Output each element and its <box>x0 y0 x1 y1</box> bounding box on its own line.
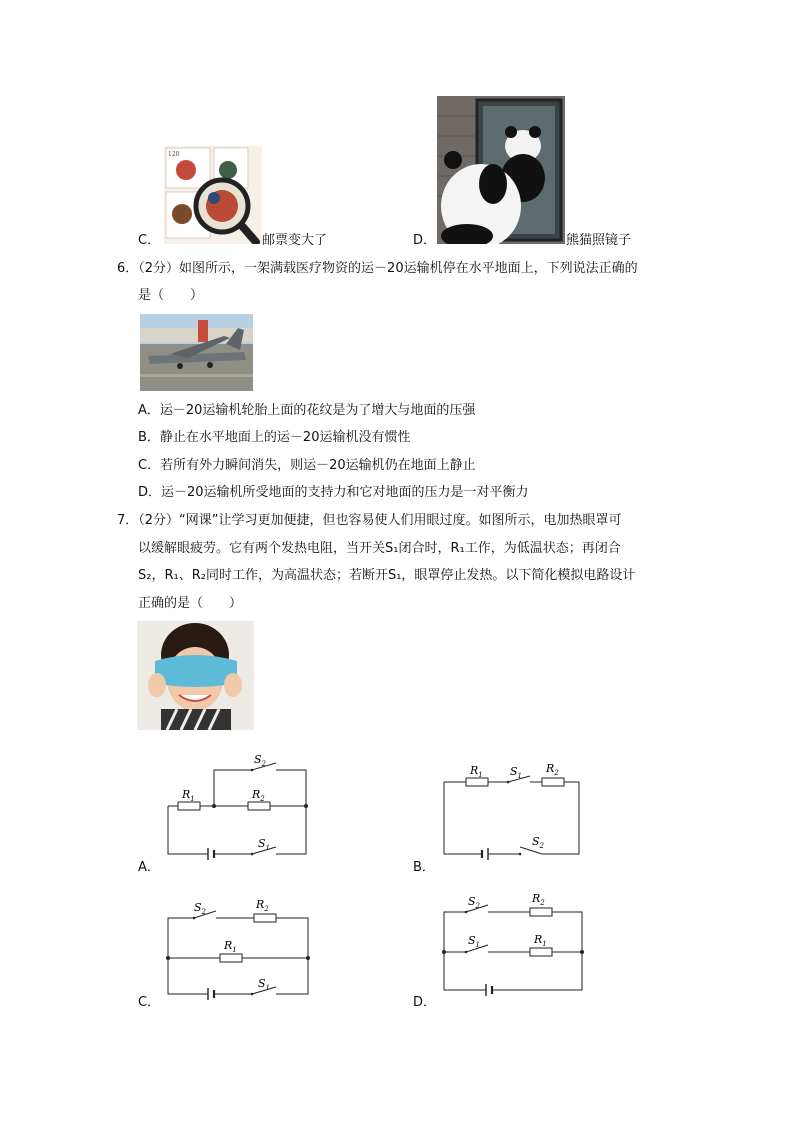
svg-text:R2: $R_2$ <box>256 898 269 913</box>
q7-stem-line1: 7．（2分）“网课”让学习更加便捷，但也容易使人们用眼过度。如图所示，电加热眼罩可 <box>117 513 622 528</box>
resistor-r1 <box>220 954 242 962</box>
resistor-r2 <box>248 802 270 810</box>
q7-option-b-letter[interactable]: B． <box>413 860 435 875</box>
svg-text:R2: $R_2$ <box>252 788 265 803</box>
resistor-r1 <box>530 948 552 956</box>
resistor-r1 <box>466 778 488 786</box>
resistor-r2 <box>530 908 552 916</box>
svg-text:S1: $S_1$ <box>510 765 523 780</box>
q5-option-d-letter[interactable]: D． <box>413 233 437 248</box>
q6-option-d[interactable]: D．运－20运输机所受地面的支持力和它对地面的压力是一对平衡力 <box>138 485 529 500</box>
circuit-a[interactable] <box>160 748 320 863</box>
resistor-r2 <box>254 914 276 922</box>
q6-option-a[interactable]: A．运－20运输机轮胎上面的花纹是为了增大与地面的压强 <box>138 403 476 418</box>
q7-option-d-letter[interactable]: D． <box>413 995 437 1010</box>
svg-text:S1: $S_1$ <box>258 977 271 992</box>
q6-stem-line2: 是（ ） <box>138 288 204 303</box>
svg-text:R2: $R_2$ <box>532 892 545 907</box>
q6-option-b[interactable]: B．静止在水平地面上的运－20运输机没有惯性 <box>138 430 411 445</box>
svg-text:S1: $S_1$ <box>468 934 481 949</box>
stamp-magnifier-illustration <box>164 146 262 244</box>
svg-text:R2: $R_2$ <box>546 762 559 777</box>
q5-option-c-text: 邮票变大了 <box>262 233 328 248</box>
eye-mask-illustration <box>137 621 254 730</box>
panda-mirror-illustration <box>437 96 565 244</box>
q6-stem-line1: 6．（2分）如图所示，一架满载医疗物资的运－20运输机停在水平地面上，下列说法正确的 <box>117 261 638 276</box>
resistor-r2 <box>542 778 564 786</box>
svg-text:S1: $S_1$ <box>258 837 271 852</box>
svg-text:R1: $R_1$ <box>534 933 547 948</box>
svg-text:R1: $R_1$ <box>182 788 195 803</box>
q7-option-a-letter[interactable]: A． <box>138 860 160 875</box>
circuit-d[interactable] <box>436 890 596 1000</box>
circuit-b[interactable] <box>436 756 596 860</box>
svg-text:R1: $R_1$ <box>224 939 237 954</box>
q7-stem-line3: S₂，R₁、R₂同时工作，为高温状态；若断开S₁，眼罩停止发热。以下简化模拟电路设计 <box>138 568 636 583</box>
svg-text:S2: $S_2$ <box>532 835 545 850</box>
q5-option-d-text: 熊猫照镜子 <box>566 233 632 248</box>
circuit-c[interactable] <box>160 894 320 1000</box>
q7-stem-line4: 正确的是（ ） <box>138 596 243 611</box>
q6-option-c[interactable]: C．若所有外力瞬间消失，则运－20运输机仍在地面上静止 <box>138 458 476 473</box>
stamp-value-label: 120 <box>168 151 180 158</box>
aircraft-illustration <box>140 314 253 391</box>
panda-mirror-image <box>437 96 565 244</box>
resistor-r1 <box>178 802 200 810</box>
svg-text:R1: $R_1$ <box>470 764 483 779</box>
y20-aircraft-image <box>140 314 253 391</box>
svg-text:S2: $S_2$ <box>468 895 481 910</box>
stamp-magnifier-image <box>164 146 262 244</box>
q7-option-c-letter[interactable]: C． <box>138 995 161 1010</box>
q7-stem-line2: 以缓解眼疲劳。它有两个发热电阻，当开关S₁闭合时，R₁工作，为低温状态；再闭合 <box>138 541 621 556</box>
eye-mask-image <box>137 621 254 730</box>
q5-option-c-letter[interactable]: C． <box>138 233 161 248</box>
svg-text:S2: $S_2$ <box>194 901 207 916</box>
svg-text:S2: $S_2$ <box>254 753 267 768</box>
